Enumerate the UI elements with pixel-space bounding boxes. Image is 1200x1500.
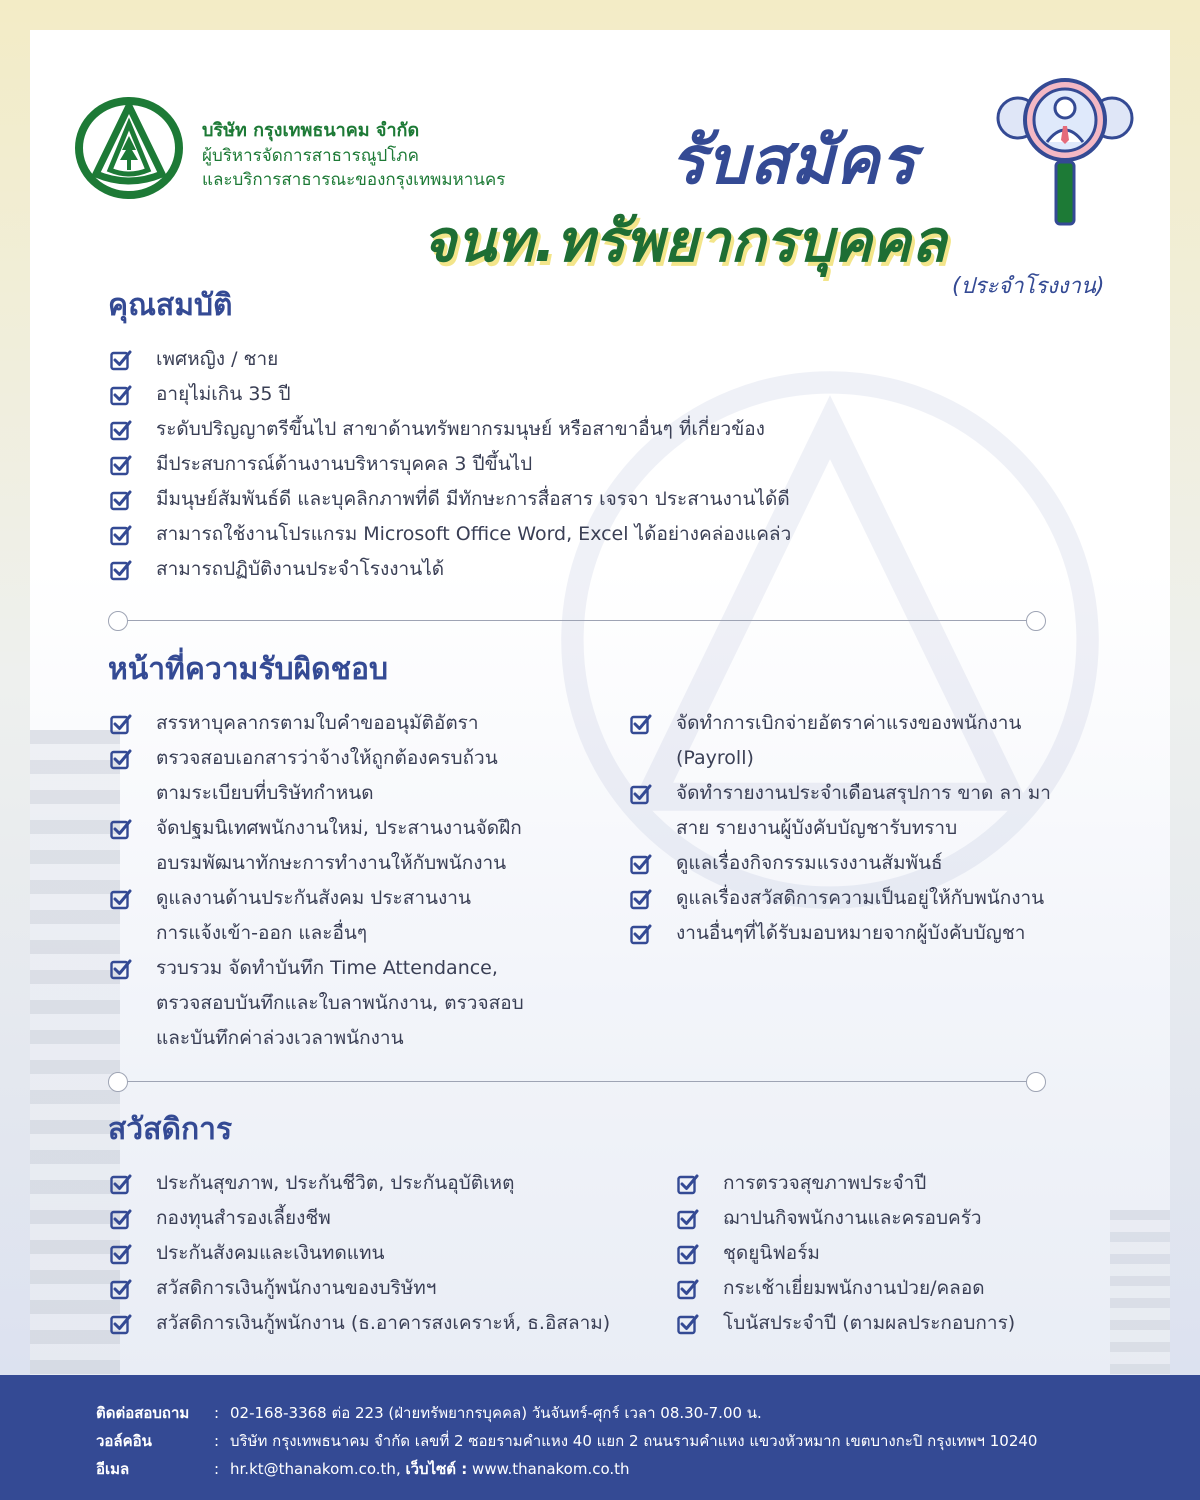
footer-email-row (96, 1455, 1200, 1483)
list-item-text: และบันทึกค่าล่วงเวลาพนักงาน (156, 1027, 404, 1049)
list-item-text: ระดับปริญญาตรีขึ้นไป สาขาด้านทรัพยากรมนุษย์ หรือสาขาอื่นๆ ที่เกี่ยวข้อง (156, 418, 765, 440)
company-name: บริษัท กรุงเทพธนาคม จำกัด (202, 120, 420, 141)
duties-title: หน้าที่ความรับผิดชอบ (108, 652, 389, 687)
website-label: เว็บไซต์ : (405, 1460, 468, 1478)
qualifications-list (110, 342, 791, 587)
checkbox-checked-icon (630, 852, 652, 874)
list-item-text: ดูแลเรื่องกิจกรรมแรงงานสัมพันธ์ (676, 852, 943, 874)
list-item-text: ดูแลงานด้านประกันสังคม ประสานงาน (156, 887, 471, 909)
checkbox-checked-icon (630, 922, 652, 944)
list-item (110, 482, 791, 517)
checkbox-checked-icon (677, 1207, 699, 1229)
list-item-text: สวัสดิการเงินกู้พนักงานของบริษัทฯ (156, 1277, 437, 1299)
list-item (110, 1236, 610, 1271)
background-building-left (30, 730, 120, 1375)
checkbox-checked-icon (110, 418, 132, 440)
checkbox-checked-icon (110, 747, 132, 769)
list-item-text: สาย รายงานผู้บังคับบัญชารับทราบ (676, 817, 958, 839)
checkbox-checked-icon (677, 1242, 699, 1264)
checkbox-checked-icon (110, 1172, 132, 1194)
list-item (677, 1271, 1015, 1306)
background-building-right (1110, 1210, 1170, 1375)
list-item (110, 377, 791, 412)
email-link[interactable]: hr.kt@thanakom.co.th, (230, 1460, 401, 1478)
checkbox-checked-icon (110, 488, 132, 510)
poster-card (30, 30, 1170, 1375)
checkbox-checked-icon (630, 782, 652, 804)
list-item (110, 881, 524, 951)
list-item (110, 1201, 610, 1236)
company-tagline-2: และบริการสาธารณะของกรุงเทพมหานคร (202, 170, 506, 190)
checkbox-checked-icon (110, 523, 132, 545)
walkin-colon: : (214, 1432, 220, 1450)
list-item-text: ฌาปนกิจพนักงานและครอบครัว (723, 1207, 982, 1229)
section-divider-1 (108, 610, 1046, 632)
list-item (110, 447, 791, 482)
list-item (110, 517, 791, 552)
welfare-title: สวัสดิการ (108, 1112, 233, 1147)
list-item-text: ประกันสุขภาพ, ประกันชีวิต, ประกันอุบัติเหตุ (156, 1172, 515, 1194)
contact-footer (0, 1375, 1200, 1500)
list-item-text: งานอื่นๆที่ได้รับมอบหมายจากผู้บังคับบัญชา (676, 922, 1026, 944)
list-item (110, 741, 524, 811)
list-item-text: การแจ้งเข้า-ออก และอื่นๆ (156, 922, 368, 944)
list-item-text: (Payroll) (676, 747, 754, 769)
list-item-text: สามารถปฏิบัติงานประจำโรงงานได้ (156, 558, 445, 580)
list-item (677, 1306, 1015, 1341)
welfare-list-right (677, 1166, 1015, 1341)
list-item (110, 1271, 610, 1306)
checkbox-checked-icon (677, 1172, 699, 1194)
checkbox-checked-icon (110, 1207, 132, 1229)
checkbox-checked-icon (677, 1277, 699, 1299)
list-item (677, 1201, 1015, 1236)
contact-colon: : (214, 1404, 220, 1422)
company-info (202, 118, 505, 192)
list-item (110, 1306, 610, 1341)
list-item (110, 811, 524, 881)
checkbox-checked-icon (110, 453, 132, 475)
list-item-text: จัดทำการเบิกจ่ายอัตราค่าแรงของพนักงาน (676, 712, 1022, 734)
list-item (110, 1166, 610, 1201)
footer-contact-row (96, 1399, 1200, 1427)
duties-list-left (110, 706, 524, 1056)
checkbox-checked-icon (110, 712, 132, 734)
list-item-text: อายุไม่เกิน 35 ปี (156, 383, 291, 405)
list-item-text: จัดปฐมนิเทศพนักงานใหม่, ประสานงานจัดฝึก (156, 817, 522, 839)
checkbox-checked-icon (110, 1277, 132, 1299)
contact-value: 02-168-3368 ต่อ 223 (ฝ่ายทรัพยากรบุคคล) วันจันทร์-ศุกร์ เวลา 08.30-7.00 น. (230, 1404, 762, 1422)
checkbox-checked-icon (110, 1242, 132, 1264)
checkbox-checked-icon (630, 887, 652, 909)
headline-position: จนท.ทรัพยากรบุคคล (422, 207, 947, 275)
company-tagline-1: ผู้บริหารจัดการสาธารณูปโภค (202, 146, 419, 166)
footer-walkin-row (96, 1427, 1200, 1455)
list-item (110, 412, 791, 447)
list-item-text: กระเช้าเยี่ยมพนักงานป่วย/คลอด (723, 1277, 985, 1299)
list-item (630, 706, 1051, 776)
list-item (110, 342, 791, 377)
contact-label: ติดต่อสอบถาม (96, 1404, 190, 1422)
email-label: อีเมล (96, 1460, 130, 1478)
list-item-text: สรรหาบุคลากรตามใบคำขออนุมัติอัตรา (156, 712, 479, 734)
list-item-text: สวัสดิการเงินกู้พนักงาน (ธ.อาคารสงเคราะห์, ธ.อิสลาม) (156, 1312, 611, 1334)
section-divider-2 (108, 1071, 1046, 1093)
list-item-text: ชุดยูนิฟอร์ม (723, 1242, 820, 1264)
list-item (630, 776, 1051, 846)
headline-note: (ประจำโรงงาน) (952, 274, 1105, 299)
duties-list-right (630, 706, 1051, 951)
list-item-text: ประกันสังคมและเงินทดแทน (156, 1242, 385, 1264)
list-item-text: เพศหญิง / ชาย (156, 348, 279, 370)
list-item (630, 916, 1051, 951)
email-colon: : (214, 1460, 220, 1478)
checkbox-checked-icon (110, 383, 132, 405)
welfare-list-left (110, 1166, 610, 1341)
checkbox-checked-icon (677, 1312, 699, 1334)
list-item (110, 706, 524, 741)
list-item-text: โบนัสประจำปี (ตามผลประกอบการ) (723, 1312, 1016, 1334)
list-item-text: มีมนุษย์สัมพันธ์ดี และบุคลิกภาพที่ดี มีทักษะการสื่อสาร เจรจา ประสานงานได้ดี (156, 488, 790, 510)
list-item-text: ตามระเบียบที่บริษัทกำหนด (156, 782, 374, 804)
list-item (677, 1236, 1015, 1271)
list-item-text: ตรวจสอบบันทึกและใบลาพนักงาน, ตรวจสอบ (156, 992, 524, 1014)
checkbox-checked-icon (110, 1312, 132, 1334)
list-item (630, 881, 1051, 916)
list-item (677, 1166, 1015, 1201)
company-logo-icon (74, 92, 184, 202)
qualifications-title: คุณสมบัติ (108, 288, 233, 323)
magnifier-person-icon (990, 70, 1140, 230)
list-item-text: ดูแลเรื่องสวัสดิการความเป็นอยู่ให้กับพนักงาน (676, 887, 1045, 909)
checkbox-checked-icon (630, 712, 652, 734)
checkbox-checked-icon (110, 558, 132, 580)
walkin-label: วอล์คอิน (96, 1432, 152, 1450)
list-item-text: ตรวจสอบเอกสารว่าจ้างให้ถูกต้องครบถ้วน (156, 747, 498, 769)
list-item-text: สามารถใช้งานโปรแกรม Microsoft Office Word, Excel ได้อย่างคล่องแคล่ว (156, 523, 792, 545)
headline-title: รับสมัคร (670, 122, 917, 199)
list-item (110, 552, 791, 587)
list-item (110, 951, 524, 1056)
walkin-value: บริษัท กรุงเทพธนาคม จำกัด เลขที่ 2 ซอยรามคำแหง 40 แยก 2 ถนนรามคำแหง แขวงหัวหมาก เขตบางกะปิ กรุงเทพฯ 10240 (230, 1432, 1038, 1450)
list-item-text: มีประสบการณ์ด้านงานบริหารบุคคล 3 ปีขึ้นไป (156, 453, 533, 475)
checkbox-checked-icon (110, 348, 132, 370)
checkbox-checked-icon (110, 817, 132, 839)
checkbox-checked-icon (110, 957, 132, 979)
list-item-text: รวบรวม จัดทำบันทึก Time Attendance, (156, 957, 498, 979)
checkbox-checked-icon (110, 887, 132, 909)
list-item-text: การตรวจสุขภาพประจำปี (723, 1172, 927, 1194)
list-item (630, 846, 1051, 881)
website-link[interactable]: www.thanakom.co.th (472, 1460, 630, 1478)
list-item-text: อบรมพัฒนาทักษะการทำงานให้กับพนักงาน (156, 852, 507, 874)
list-item-text: จัดทำรายงานประจำเดือนสรุปการ ขาด ลา มา (676, 782, 1051, 804)
list-item-text: กองทุนสำรองเลี้ยงชีพ (156, 1207, 331, 1229)
